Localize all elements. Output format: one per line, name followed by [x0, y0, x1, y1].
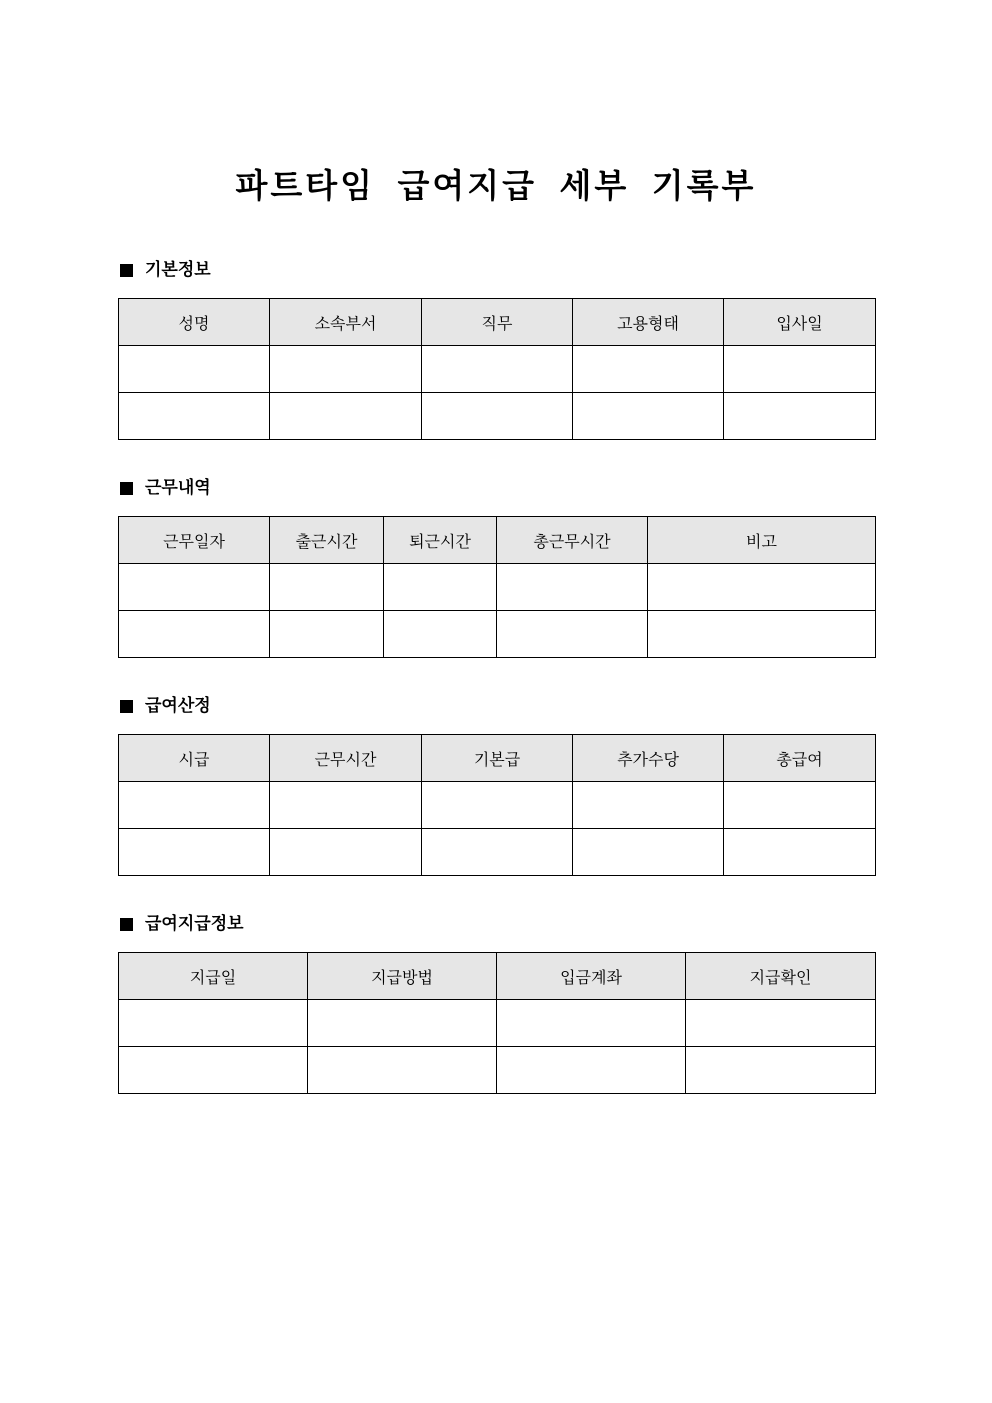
table-cell[interactable] — [497, 1047, 686, 1094]
column-header: 근무일자 — [119, 517, 270, 564]
section-work-history — [118, 474, 875, 658]
column-header: 퇴근시간 — [384, 517, 497, 564]
table-row — [119, 782, 876, 829]
column-header: 지급일 — [119, 953, 308, 1000]
column-header: 출근시간 — [270, 517, 384, 564]
column-header: 시급 — [119, 735, 270, 782]
table-row — [119, 829, 876, 876]
table-cell[interactable] — [270, 611, 384, 658]
column-header: 총급여 — [724, 735, 876, 782]
table-cell[interactable] — [119, 829, 270, 876]
column-header: 지급확인 — [686, 953, 876, 1000]
table-cell[interactable] — [686, 1047, 876, 1094]
table-cell[interactable] — [270, 346, 422, 393]
table-cell[interactable] — [422, 829, 573, 876]
column-header: 입금계좌 — [497, 953, 686, 1000]
table-cell[interactable] — [724, 393, 876, 440]
table-header-row — [119, 299, 876, 346]
table-cell[interactable] — [119, 1047, 308, 1094]
table-cell[interactable] — [119, 393, 270, 440]
table-cell[interactable] — [686, 1000, 876, 1047]
section-pay-calculation — [118, 692, 875, 876]
table-row — [119, 1000, 876, 1047]
table-cell[interactable] — [497, 611, 648, 658]
table-cell[interactable] — [384, 611, 497, 658]
column-header: 총근무시간 — [497, 517, 648, 564]
table-row — [119, 1047, 876, 1094]
table-cell[interactable] — [119, 611, 270, 658]
table-row — [119, 611, 876, 658]
column-header: 직무 — [422, 299, 573, 346]
table-header-row — [119, 953, 876, 1000]
table-cell[interactable] — [724, 829, 876, 876]
column-header: 근무시간 — [270, 735, 422, 782]
table-cell[interactable] — [648, 564, 876, 611]
section-heading: 급여산정 — [145, 696, 211, 716]
table-cell[interactable] — [119, 1000, 308, 1047]
section-heading: 근무내역 — [145, 478, 211, 498]
column-header: 성명 — [119, 299, 270, 346]
section-heading: 급여지급정보 — [145, 914, 244, 934]
table-cell[interactable] — [573, 782, 724, 829]
table-cell[interactable] — [422, 393, 573, 440]
table-cell[interactable] — [422, 346, 573, 393]
column-header: 비고 — [648, 517, 876, 564]
square-bullet-icon — [120, 918, 133, 931]
table-cell[interactable] — [119, 346, 270, 393]
table-cell[interactable] — [270, 564, 384, 611]
section-heading: 기본정보 — [145, 260, 211, 280]
document-title: 파트타임 급여지급 세부 기록부 — [235, 166, 757, 205]
table-cell[interactable] — [270, 782, 422, 829]
table-header-row — [119, 735, 876, 782]
basic-info-table — [118, 298, 876, 440]
pay-calculation-table — [118, 734, 876, 876]
column-header: 기본급 — [422, 735, 573, 782]
table-cell[interactable] — [497, 1000, 686, 1047]
table-row — [119, 346, 876, 393]
table-cell[interactable] — [422, 782, 573, 829]
table-cell[interactable] — [573, 829, 724, 876]
table-cell[interactable] — [270, 829, 422, 876]
table-cell[interactable] — [497, 564, 648, 611]
table-row — [119, 564, 876, 611]
table-cell[interactable] — [384, 564, 497, 611]
payment-info-table — [118, 952, 876, 1094]
column-header: 소속부서 — [270, 299, 422, 346]
table-row — [119, 393, 876, 440]
table-cell[interactable] — [119, 782, 270, 829]
square-bullet-icon — [120, 482, 133, 495]
table-cell[interactable] — [119, 564, 270, 611]
table-cell[interactable] — [308, 1047, 497, 1094]
column-header: 추가수당 — [573, 735, 724, 782]
section-basic-info — [118, 256, 875, 440]
table-cell[interactable] — [573, 346, 724, 393]
column-header: 고용형태 — [573, 299, 724, 346]
table-cell[interactable] — [270, 393, 422, 440]
column-header: 입사일 — [724, 299, 876, 346]
square-bullet-icon — [120, 700, 133, 713]
table-cell[interactable] — [724, 782, 876, 829]
table-cell[interactable] — [573, 393, 724, 440]
column-header: 지급방법 — [308, 953, 497, 1000]
work-history-table — [118, 516, 876, 658]
square-bullet-icon — [120, 264, 133, 277]
table-cell[interactable] — [648, 611, 876, 658]
table-cell[interactable] — [724, 346, 876, 393]
section-payment-info — [118, 910, 875, 1094]
table-header-row — [119, 517, 876, 564]
table-cell[interactable] — [308, 1000, 497, 1047]
